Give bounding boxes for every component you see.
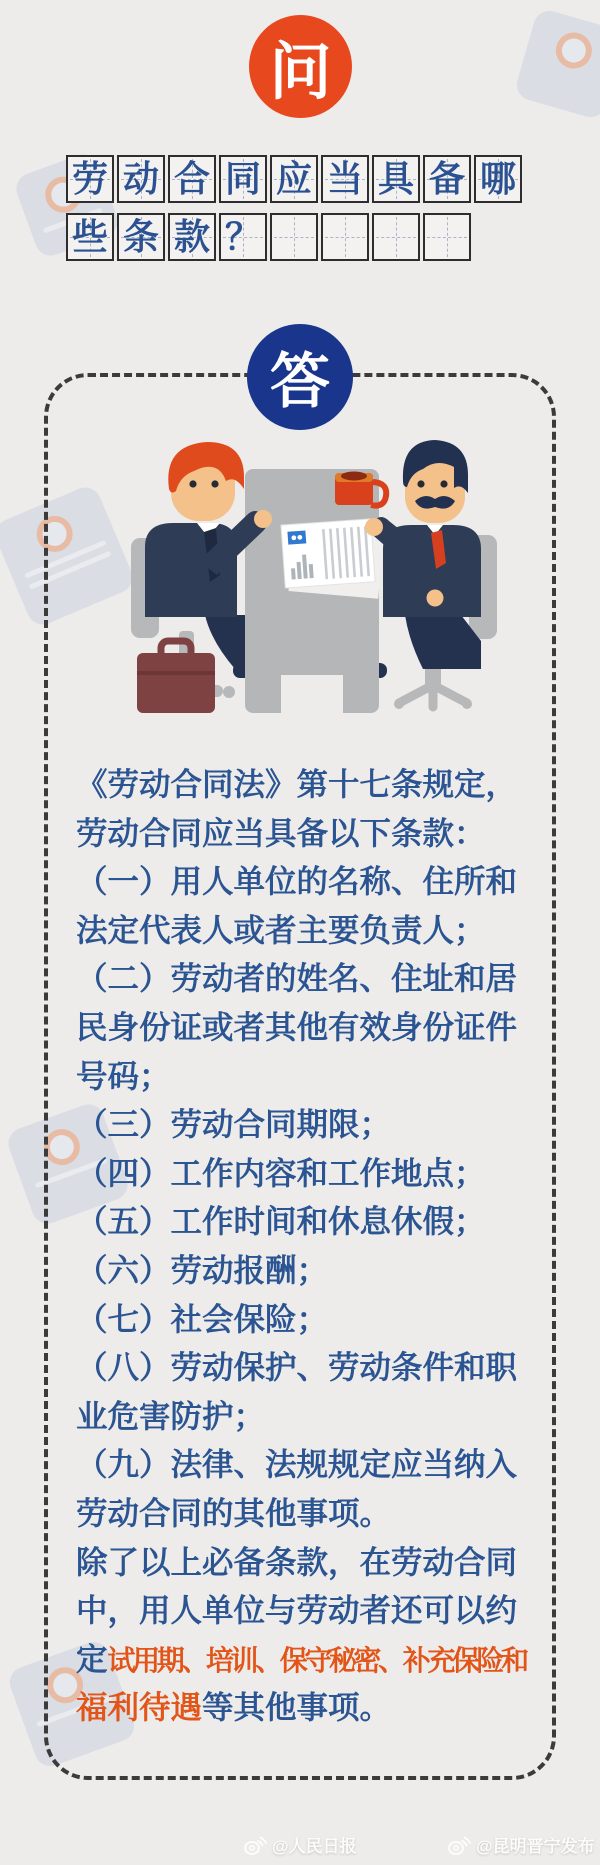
answer-line bbox=[76, 1392, 554, 1441]
answer-line bbox=[76, 1197, 554, 1246]
grid-cell bbox=[423, 213, 471, 261]
credit-handle: @昆明晋宁发布 bbox=[476, 1837, 595, 1856]
answer-segment: （二）劳动者的姓名、住址和居 bbox=[76, 960, 518, 997]
weibo-icon bbox=[243, 1833, 267, 1857]
briefcase bbox=[137, 641, 215, 713]
answer-line bbox=[76, 1295, 554, 1344]
answer-badge bbox=[247, 324, 353, 430]
grid-cell bbox=[66, 155, 114, 203]
grid-cell bbox=[168, 213, 216, 261]
answer-segment: 号码； bbox=[76, 1057, 171, 1094]
agency-watermark bbox=[513, 7, 600, 121]
answer-line bbox=[76, 1003, 554, 1052]
grid-char: 些 bbox=[71, 216, 108, 257]
answer-line bbox=[76, 1052, 554, 1101]
grid-cell bbox=[423, 155, 471, 203]
grid-char: ？ bbox=[224, 216, 261, 257]
grid-cell bbox=[66, 213, 114, 261]
answer-segment: 福利待遇 bbox=[76, 1689, 203, 1726]
answer-segment: （六）劳动报酬； bbox=[76, 1251, 329, 1288]
credit-people-daily bbox=[243, 1832, 357, 1857]
grid-cell bbox=[219, 213, 267, 261]
grid-cell bbox=[474, 155, 522, 203]
grid-row bbox=[66, 213, 522, 261]
grid-cell bbox=[270, 213, 318, 261]
answer-segment: （四）工作内容和工作地点； bbox=[76, 1154, 486, 1191]
grid-char: 哪 bbox=[479, 158, 516, 199]
answer-segment: 中，用人单位与劳动者还可以约 bbox=[76, 1592, 518, 1629]
watermark-emblem-icon bbox=[552, 28, 597, 73]
answer-segment: （五）工作时间和休息休假； bbox=[76, 1203, 486, 1240]
employer-hip-hand bbox=[427, 590, 444, 607]
answer-segment: 劳动合同应当具备以下条款： bbox=[76, 814, 486, 851]
grid-char: 具 bbox=[377, 158, 414, 199]
grid-cell bbox=[372, 155, 420, 203]
answer-segment: 《劳动合同法》第十七条规定， bbox=[76, 766, 518, 802]
grid-char: 款 bbox=[173, 216, 210, 257]
grid-cell bbox=[117, 155, 165, 203]
answer-segment: 法定代表人或者主要负责人； bbox=[76, 911, 486, 948]
credit-handle: @人民日报 bbox=[272, 1837, 357, 1856]
answer-line bbox=[76, 1343, 554, 1392]
grid-char: 劳 bbox=[71, 158, 108, 199]
answer-segment: 劳动合同的其他事项。 bbox=[76, 1494, 392, 1531]
answer-segment: （七）社会保险； bbox=[76, 1300, 329, 1337]
answer-segment: 民身份证或者其他有效身份证件 bbox=[76, 1008, 518, 1045]
grid-char: 动 bbox=[122, 158, 159, 199]
answer-line bbox=[76, 954, 554, 1003]
answer-line bbox=[76, 809, 554, 858]
grid-cell bbox=[219, 155, 267, 203]
answer-line bbox=[76, 1149, 554, 1198]
answer-line bbox=[76, 1635, 554, 1684]
answer-line bbox=[76, 1586, 554, 1635]
grid-row bbox=[66, 155, 522, 203]
question-badge-label: 问 bbox=[269, 38, 332, 107]
answer-segment: 定 bbox=[76, 1640, 108, 1677]
credit-kunming-jinning bbox=[447, 1832, 595, 1857]
grid-char: 备 bbox=[428, 158, 465, 199]
answer-segment: （三）劳动合同期限； bbox=[76, 1106, 392, 1143]
answer-line bbox=[76, 760, 554, 809]
meeting-illustration bbox=[85, 435, 525, 725]
answer-line bbox=[76, 857, 554, 906]
answer-line bbox=[76, 1538, 554, 1587]
answer-segment: （八）劳动保护、劳动条件和职 bbox=[76, 1349, 518, 1386]
answer-line bbox=[76, 906, 554, 955]
answer-segment: 试用期、培训、保守秘密、补充保险和 bbox=[107, 1644, 526, 1676]
question-badge bbox=[249, 15, 352, 118]
grid-char: 同 bbox=[224, 158, 261, 199]
grid-char: 当 bbox=[326, 158, 363, 199]
grid-cell bbox=[321, 155, 369, 203]
answer-segment: 业危害防护； bbox=[76, 1397, 266, 1434]
answer-text bbox=[76, 760, 554, 1732]
grid-char: 合 bbox=[173, 158, 210, 199]
question-grid bbox=[66, 155, 522, 271]
answer-segment: （九）法律、法规规定应当纳入 bbox=[76, 1446, 518, 1483]
answer-line bbox=[76, 1489, 554, 1538]
grid-cell bbox=[270, 155, 318, 203]
answer-segment: 等其他事项。 bbox=[202, 1689, 392, 1726]
grid-char: 条 bbox=[122, 216, 159, 257]
answer-badge-label: 答 bbox=[270, 348, 330, 415]
answer-segment: 除了以上必备条款，在劳动合同 bbox=[76, 1543, 518, 1580]
grid-cell bbox=[321, 213, 369, 261]
answer-segment: （一）用人单位的名称、住所和 bbox=[76, 863, 518, 900]
weibo-icon bbox=[447, 1833, 471, 1857]
answer-line bbox=[76, 1440, 554, 1489]
answer-line bbox=[76, 1100, 554, 1149]
grid-cell bbox=[168, 155, 216, 203]
grid-cell bbox=[117, 213, 165, 261]
answer-line bbox=[76, 1246, 554, 1295]
grid-char: 应 bbox=[275, 158, 312, 199]
grid-cell bbox=[372, 213, 420, 261]
answer-line bbox=[76, 1683, 554, 1732]
